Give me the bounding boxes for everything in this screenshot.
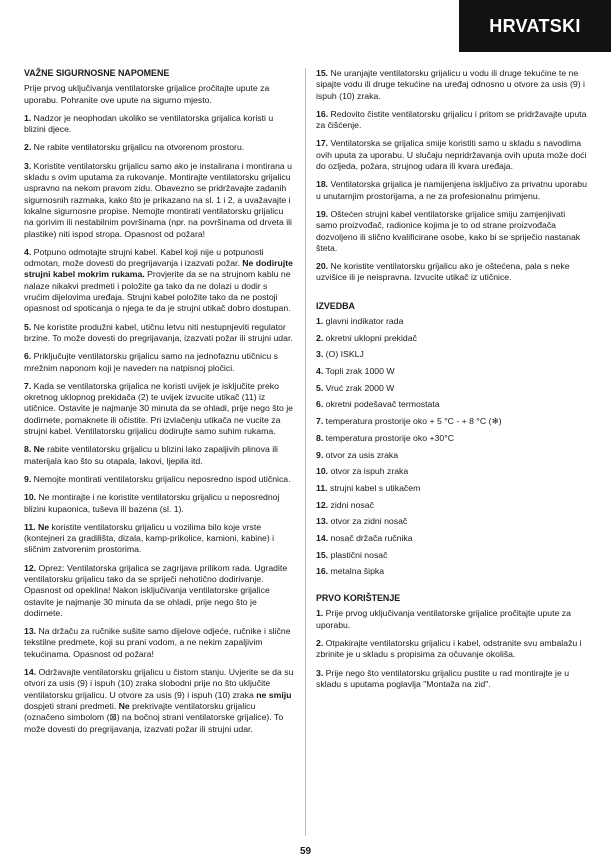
- part-item-14: 14. nosač držača ručnika: [316, 532, 413, 543]
- part-item-8: 8. temperatura prostorije oko +30°C: [316, 432, 454, 443]
- part-item-16: 16. metalna šipka: [316, 566, 385, 577]
- safety-item-11: 11. Ne koristite ventilatorsku grijalicu u vozilima bilo koje vrste (kontejneri za gradilišta, dizala, kamp-prikolice, kamioni, kabine) i sličnim zatvorenim prostorima.: [24, 521, 275, 555]
- part-item-9: 9. otvor za usis zraka: [316, 449, 399, 460]
- safety-item-9: 9. Nemojte montirati ventilatorsku grijalicu neposredno ispod utičnica.: [24, 473, 291, 484]
- part-item-4: 4. Topli zrak 1000 W: [316, 366, 395, 377]
- part-item-15: 15. plastični nosač: [316, 549, 388, 560]
- language-label: HRVATSKI: [489, 15, 581, 36]
- safety-item-4: 4. Potpuno odmotajte strujni kabel. Kabel koji nije u potpunosti odmotan, može dovesti do pregrijavanja i izazvati požar. Ne dodirujte strujni kabel mokrim rukama. Provjerite da se na strujnom kablu ne nalaze nikakvi predmeti i položite ga tako da ne dolazi u dodir s vrućim dijelovima uređaja. Strujni kabel položite tako da ne postoji opasnost od spoticanja o njega te da je strujni utikač dobro dostupan.: [24, 246, 293, 314]
- part-item-5: 5. Vruć zrak 2000 W: [316, 382, 395, 393]
- part-item-11: 11. strujni kabel s utikačem: [316, 482, 421, 493]
- safety-item-20: 20. Ne koristite ventilatorsku grijalicu ako je oštećena, pala s neke uzvišice ili je neispravna. Izvucite utikač iz utičnice.: [316, 261, 570, 283]
- first-use-item-2: 2. Otpakirajte ventilatorsku grijalicu i kabel, odstranite svu ambalažu i zbrinite je u skladu s propisima za očuvanje okoliša.: [316, 637, 582, 660]
- part-item-7: 7. temperatura prostorije oko + 5 °C - + 8 °C (❄): [316, 416, 502, 427]
- safety-item-7: 7. Kada se ventilatorska grijalica ne koristi uvijek je isključite preko okretnog uklopnog prekidača (2) te uvijek izvucite utikač (11) iz utičnice. Ostavite je najmanje 30 minuta da se ohladi, prije nego što je dodirnete, pomaknete ili očistite. Pri izvlačenju utikača ne vucite za strujni kabel. Ventilatorsku grijalicu dodirujte samo suhim rukama.: [24, 380, 293, 437]
- part-item-13: 13. otvor za zidni nosač: [316, 516, 408, 527]
- first-use-item-1: 1. Prije prvog uključivanja ventilatorske grijalice pročitajte upute za uporabu.: [316, 608, 571, 630]
- safety-item-2: 2. Ne rabite ventilatorsku grijalicu na otvorenom prostoru.: [24, 142, 245, 153]
- column-divider: [305, 68, 306, 836]
- safety-item-15: 15. Ne uranjajte ventilatorsku grijalicu u vodu ili druge tekućine te ne sipajte vodu ili druge tekućine na uređaj odnosno u otvore za usis (9) i ispuh (10) zraka.: [316, 68, 585, 101]
- part-item-2: 2. okretni uklopni prekidač: [316, 332, 417, 343]
- safety-item-13: 13. Na držaču za ručnike sušite samo dijelove odjeće, ručnike i slične tekstilne predmete, koji su prani vodom, a ne nekim zapaljivim tekućinama. Opasnost od požara!: [24, 626, 291, 659]
- part-item-12: 12. zidni nosač: [316, 499, 374, 510]
- first-use-item-3: 3. Prije nego što ventilatorsku grijalicu pustite u rad montirajte je u skladu s uputama poglavlja "Montaža na zid".: [316, 667, 570, 689]
- safety-item-18: 18. Ventilatorska grijalica je namijenjena isključivo za privatnu uporabu u unutarnjim prostorijama, a ne za profesionalnu primjenu.: [316, 179, 587, 201]
- first-use-title: PRVO KORIŠTENJE: [316, 593, 401, 604]
- safety-item-3: 3. Koristite ventilatorsku grijalicu samo ako je instalirana i montirana u skladu s ovim uputama za rukovanje. Montirajte ventilatorsku grijalicu uspravno na nekom pravom zidu. Obavezno se pridržavajte zadanih sigurnosnih razmaka, kako što je prikazano na sl. 1 i 2, a uvažavajte i lokalne sigurnosne propise. Nemojte montirati ventilatorsku grijalicu na gorivim ili nestabilnim površinama (npr. na površinama od drveta ili plastike) niti ispod stropa. Opasnost od požara!: [24, 160, 292, 239]
- safety-item-17: 17. Ventilatorska se grijalica smije koristiti samo u skladu s navodima ovih uputa za uporabu. U slučaju nepridržavanja ovih uputa može doći do ozljeda, požara, strujnog udara ili kvara uređaja.: [316, 138, 587, 172]
- part-item-3: 3. (O) ISKLJ: [316, 349, 364, 360]
- safety-item-6: 6. Priključujte ventilatorsku grijalicu samo na jednofaznu utičnicu s mrežnim naponom koji je naveden na natpisnoj pločici.: [24, 351, 278, 373]
- safety-item-8: 8. Ne rabite ventilatorsku grijalicu u blizini lako zapaljivih plinova ili materijala kao što su otapala, lakovi, ljepila itd.: [24, 444, 278, 466]
- izvedba-title: IZVEDBA: [316, 300, 355, 311]
- part-item-1: 1. glavni indikator rada: [316, 316, 404, 327]
- safety-item-1: 1. Nadzor je neophodan ukoliko se ventilatorska grijalica koristi u blizini djece.: [24, 112, 274, 135]
- safety-title: VAŽNE SIGURNOSNE NAPOMENE: [24, 68, 170, 78]
- safety-item-12: 12. Oprez: Ventilatorska grijalica se zagrijava prilikom rada. Ugradite ventilatorsku grijalicu tako da se spriječi nehotično dodirivanje. Opasnost od opeklina! Nakon isključivanja ventilatorske grijalice ostavite je najmanje 30 minuta da se ohladi, prije nego što je dodirnete.: [24, 562, 288, 618]
- page-number: 59: [299, 846, 312, 857]
- safety-intro: Prije prvog uključivanja ventilatorske grijalice pročitajte upute za uporabu. Pohranite ove upute na sigurno mjesto.: [24, 83, 270, 105]
- part-item-10: 10. otvor za ispuh zraka: [316, 466, 409, 477]
- safety-item-10: 10. Ne montirajte i ne koristite ventilatorsku grijalicu u neposrednoj blizini kupaonica, tuševa ili bazena (sl. 1).: [24, 492, 280, 514]
- safety-item-5: 5. Ne koristite produžni kabel, utičnu letvu niti nestupnjeviti regulator brzine. To može dovesti do pregrijavanja, izazvati požar ili strujni udar.: [24, 321, 293, 343]
- left-column: [24, 68, 295, 742]
- safety-item-16: 16. Redovito čistite ventilatorsku grijalicu i pritom se pridržavajte uputa za čišćenje.: [316, 108, 587, 131]
- right-column: [316, 68, 587, 697]
- language-tab: [459, 0, 611, 52]
- safety-item-19: 19. Oštećen strujni kabel ventilatorske grijalice smiju zamjenjivati samo proizvođač, radionice kojima je to od strane proizvođača dozvoljeno ili slično kvalificirane osobe, kako bi se spriječio nastanak šteta.: [316, 208, 581, 253]
- part-item-6: 6. okretni podešavač termostata: [316, 399, 440, 410]
- safety-item-14: 14. Održavajte ventilatorsku grijalicu u čistom stanju. Uvjerite se da su otvori za usis (9) i ispuh (10) zraka slobodni prije no što uključite ventilatorsku grijalicu. U otvore za usis (9) i ispuh (10) zraka ne smiju dospjeti strani predmeti. Ne prekrivajte ventilatorsku grijalicu (označeno simbolom (⊠) na bočnoj strani ventilatorske grijalice). To može dovesti do pregrijavanja, izazvati požar ili strujni udar.: [24, 667, 294, 734]
